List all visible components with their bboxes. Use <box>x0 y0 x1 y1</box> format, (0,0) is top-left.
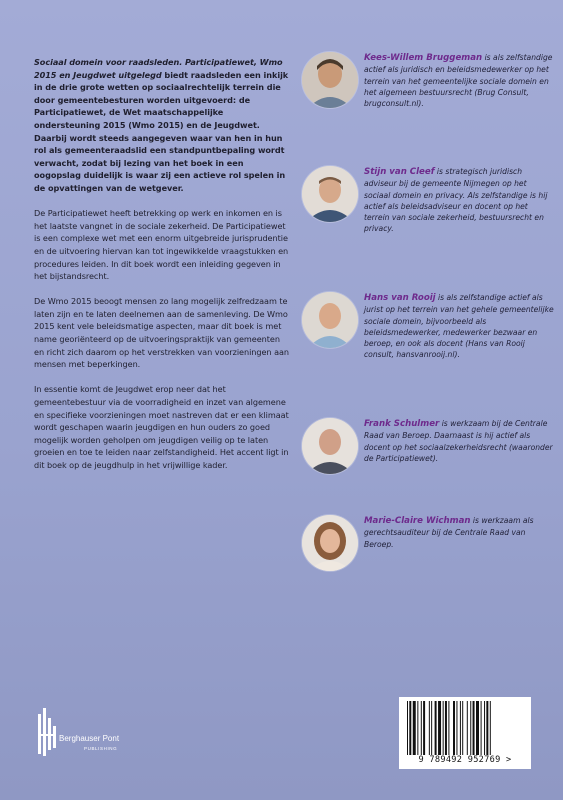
author-wichman <box>302 515 554 585</box>
wmo-paragraph: De Wmo 2015 beoogt mensen zo lang mogelijk zelfredzaam te laten zijn en te laten deelnemen aan de samenleving. De Wmo 2015 kent vele beleidsmatige aspecten, maar dit boek is met name georiënteerd op de uitvoeringspraktijk van gemeenten en richt zich daarom op het verstrekken van voorzieningen aan mensen met beperkingen. <box>34 296 290 370</box>
intro-text: biedt raadsleden een inkijk in de drie grote wetten op sociaalrechtelijk terrein die door gemeentebesturen worden uitgevoerd: de Participatiewet, de Wet maatschappelijke ondersteuning 2015 (Wmo 2015) en de Jeugdwet. Daarbij wordt steeds aangegeven waar van hen in hun rol als gemeenteraadslid een standpuntbepaling wordt verwacht, zodat bij lezing van het boek in een oogopslag duidelijk is waar zij een actieve rol spelen in de opvattingen van de wetgever. <box>34 69 289 193</box>
author-schulmer <box>302 418 554 488</box>
book-title-italic: Sociaal domein voor raadsleden. Participatiewet, Wmo 2015 en Jeugdwet uitgelegd <box>34 57 283 80</box>
author-name: Kees-Willem Bruggeman <box>364 53 483 63</box>
isbn-barcode <box>399 697 531 769</box>
barcode-digits: 9 789492 952769 > <box>418 755 512 765</box>
author-photo-schulmer <box>302 418 358 474</box>
author-bio: is strategisch juridisch adviseur bij de gemeente Nijmegen op het sociaal domein en privacy. Als zelfstandige is hij actief als beleidsadviseur en docent op het terrein van sociale zekerheid, bestuursrecht en privacy. <box>364 167 548 234</box>
participatiewet-paragraph: De Participatiewet heeft betrekking op werk en inkomen en is het laatste vangnet in de sociale zekerheid. De Participatiewet is een complexe wet met een enorm uitgebreide jurisprudentie en de uitvoering hiervan kan tot ingewikkelde vraagstukken en procedures leiden. In dit boek wordt een inleiding gegeven in het bijstandsrecht. <box>34 208 289 282</box>
author-photo-van-rooij <box>302 292 358 348</box>
publisher-logo <box>38 708 158 758</box>
publisher-subtitle: PUBLISHING <box>84 746 118 751</box>
author-name: Hans van Rooij <box>364 293 436 303</box>
publisher-name: Berghauser Pont <box>59 734 120 743</box>
author-name: Marie-Claire Wichman <box>364 516 471 526</box>
description-column <box>34 56 292 484</box>
author-bio: is als zelfstandige actief als jurist op het terrein van het gehele gemeentelijke sociale domein, bijvoorbeeld als beleidsmedewerker, medewerker bezwaar en beroep, en ook als docent (Hans van Rooij consult, hansvanrooij.nl). <box>364 293 554 360</box>
jeugdwet-paragraph: In essentie komt de Jeugdwet erop neer dat het gemeentebestuur via de voorradigheid en inzet van algemene en specifieke voorzieningen moet nastreven dat er een klimaat wordt geschapen waarin jeugdigen en hun ouders zo goed mogelijk worden geholpen om jeugdigen veilig op te laten groeien en toe te leiden naar zelfstandigheid. Het accent ligt in dit boek op de jeugdhulp in het vrijwillige kader. <box>34 384 289 470</box>
barcode-bars-icon <box>407 701 523 755</box>
author-van-cleef <box>302 166 554 236</box>
author-bruggeman <box>302 52 554 122</box>
author-bio: is werkzaam bij de Centrale Raad van Beroep. Daarnaast is hij actief als docent op het sociaalzekerheidsrecht (waaronder de Participatiewet). <box>364 419 553 463</box>
author-name: Stijn van Cleef <box>364 167 435 177</box>
author-name: Frank Schulmer <box>364 419 440 429</box>
intro-paragraph <box>34 56 292 195</box>
author-photo-bruggeman <box>302 52 358 108</box>
publisher-mark-icon <box>38 708 56 756</box>
author-photo-van-cleef <box>302 166 358 222</box>
author-photo-wichman <box>302 515 358 571</box>
author-bio: is werkzaam als gerechtsauditeur bij de Centrale Raad van Beroep. <box>364 516 534 549</box>
author-bio: is als zelfstandige actief als juridisch en beleidsmedewerker op het terrein van het gemeentelijke sociale domein en het algemeen bestuursrecht (Brug Consult, brugconsult.nl). <box>364 53 553 109</box>
author-van-rooij <box>302 292 554 362</box>
